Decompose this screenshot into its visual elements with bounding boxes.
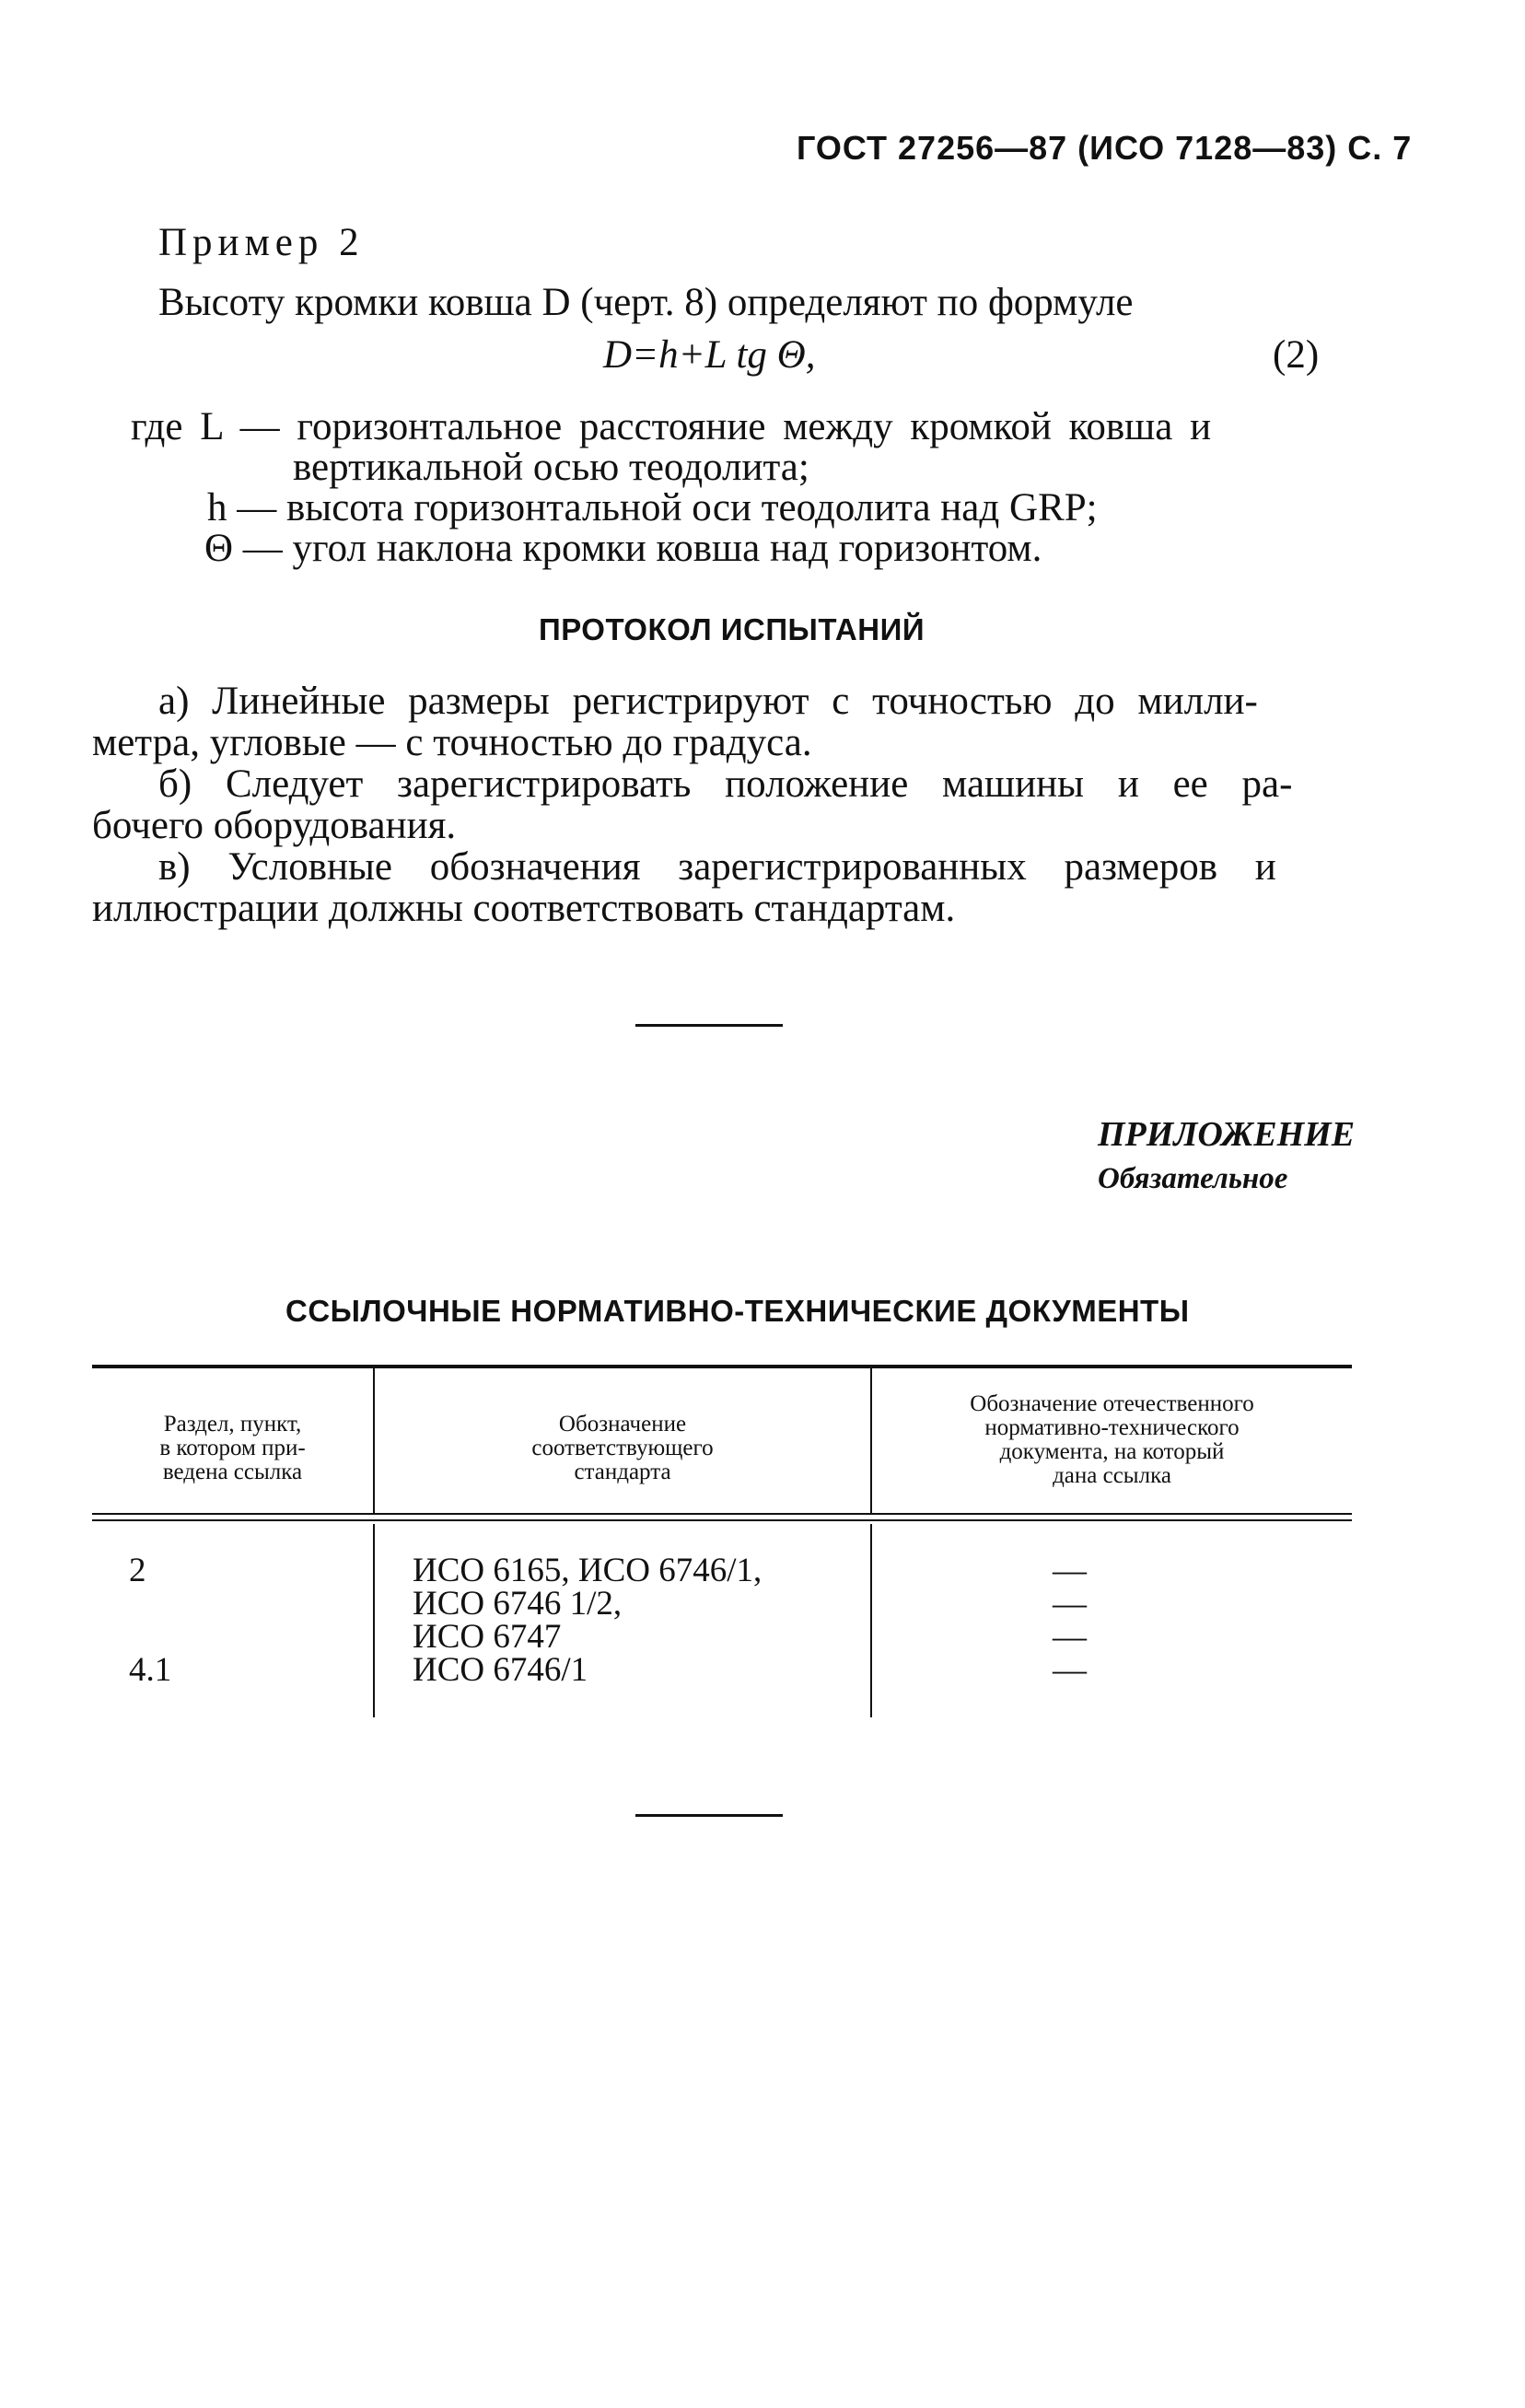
where-theta-line: Θ — угол наклона кромки ковша над горизонтом. — [204, 527, 1042, 570]
table-cell-section: 2 — [129, 1552, 146, 1589]
protocol-a-line1: а) Линейные размеры регистрируют с точностью до милли- — [158, 680, 1258, 723]
appendix-subtitle: Обязательное — [1098, 1162, 1288, 1195]
protocol-b-line1: б) Следует зарегистрировать положение машины и ее ра- — [158, 762, 1293, 806]
separator-rule — [635, 1024, 783, 1027]
table-header-rule-2 — [92, 1519, 1352, 1521]
table-cell-standard: ИСО 6165, ИСО 6746/1, — [413, 1552, 762, 1589]
where-L-continuation: вертикальной осью теодолита; — [293, 446, 809, 489]
table-header-rule-1 — [92, 1513, 1352, 1515]
table-cell-national-doc: — — [1053, 1552, 1087, 1589]
table-col-divider-2-body — [870, 1524, 872, 1717]
protocol-a-line2: метра, угловые — с точностью до градуса. — [92, 721, 812, 764]
table-cell-standard: ИСО 6747 — [413, 1618, 562, 1656]
appendix-title: ПРИЛОЖЕНИЕ — [1098, 1115, 1356, 1154]
example-title: Пример 2 — [158, 221, 365, 264]
separator-rule-bottom — [635, 1814, 783, 1817]
protocol-c-line1: в) Условные обозначения зарегистрированных размеров и — [158, 845, 1276, 889]
table-cell-standard: ИСО 6746/1 — [413, 1651, 588, 1689]
formula-number: (2) — [1273, 333, 1320, 377]
table-cell-national-doc: — — [1053, 1585, 1087, 1623]
table-cell-national-doc: — — [1053, 1618, 1087, 1656]
protocol-c-line2: иллюстрации должны соответствовать стандартам. — [92, 887, 956, 930]
formula: D=h+L tg Θ, — [603, 333, 816, 377]
table-header-national-doc: Обозначение отечественного нормативно-технического документа, на который дана ссылка — [970, 1391, 1254, 1488]
table-header-section: Раздел, пункт, в котором при- ведена ссылка — [159, 1412, 306, 1484]
table-cell-section: 4.1 — [129, 1651, 172, 1689]
where-L-line: где L — горизонтальное расстояние между кромкой ковша и — [131, 405, 1212, 448]
table-top-rule — [92, 1365, 1352, 1368]
protocol-heading: ПРОТОКОЛ ИСПЫТАНИЙ — [539, 612, 925, 646]
protocol-b-line2: бочего оборудования. — [92, 804, 457, 847]
table-cell-standard: ИСО 6746 1/2, — [413, 1585, 623, 1623]
page-header: ГОСТ 27256—87 (ИСО 7128—83) С. 7 — [797, 129, 1413, 167]
where-h-line: h — высота горизонтальной оси теодолита над GRP; — [207, 486, 1098, 529]
example-intro: Высоту кромки ковша D (черт. 8) определяют по формуле — [158, 281, 1134, 324]
table-col-divider-1-body — [373, 1524, 375, 1717]
table-cell-national-doc: — — [1053, 1651, 1087, 1689]
appendix-heading: ССЫЛОЧНЫЕ НОРМАТИВНО-ТЕХНИЧЕСКИЕ ДОКУМЕНТЫ — [285, 1294, 1190, 1328]
table-header-standard: Обозначение соответствующего стандарта — [531, 1412, 714, 1484]
